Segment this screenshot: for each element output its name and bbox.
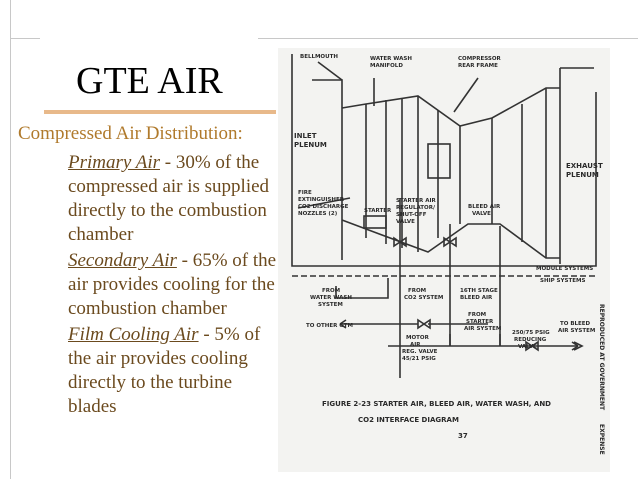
label-stage16-2: BLEED AIR [460,295,493,301]
stamp-text-1: REPRODUCED AT GOVERNMENT [598,304,605,411]
label-ship-systems: SHIP SYSTEMS [540,278,586,284]
starter-box [364,216,386,228]
label-fire-2: EXTINGUISHER [298,197,344,203]
label-starter-air-4: VALVE [396,219,415,225]
label-reducing-3: VALVE [518,344,537,350]
label-from-starter-3: AIR SYSTEM [464,326,502,332]
slide-frame-left [10,0,11,479]
label-to-bleed-2: AIR SYSTEM [558,328,596,334]
item-name: Secondary Air [68,250,177,271]
label-starter-air-1: STARTER AIR [396,198,436,204]
label-from-ww-3: SYSTEM [318,302,343,308]
item-text: - 30% of the compressed air is supplied directly to the combustion chamber [68,152,270,245]
diagram-caption-2: CO2 INTERFACE DIAGRAM [358,416,459,424]
label-motor-air-1: MOTOR [406,335,429,341]
label-starter: STARTER [364,208,392,214]
label-from-ww-2: WATER WASH [310,295,352,301]
label-exhaust-1: EXHAUST [566,162,603,170]
label-compressor-1: COMPRESSOR [458,56,501,62]
slide-frame-top-right [258,38,638,39]
label-bleed-valve-2: VALVE [472,211,491,217]
label-starter-air-3: SHUT-OFF [396,212,427,218]
label-motor-air-3: REG. VALVE [402,349,438,355]
slide-subtitle: Compressed Air Distribution: [18,123,243,144]
slide-title: GTE AIR [76,60,223,102]
diagram-page-number: 37 [458,432,468,440]
label-from-starter-2: STARTER [466,319,494,325]
item-name: Film Cooling Air [68,324,199,345]
label-water-wash-2: MANIFOLD [370,63,403,69]
module-frame [292,54,596,266]
label-bellmouth: BELLMOUTH [300,54,338,60]
label-motor-air-4: 45/21 PSIG [402,356,436,362]
label-stage16-1: 16TH STAGE [460,288,498,294]
list-item-film-cooling-air [68,323,278,419]
engine-bottom-profile [342,220,560,258]
compressor-pointer [454,78,478,112]
label-inlet-1: INLET [294,132,317,140]
item-text: - 65% of the air provides cooling for the combustion chamber [68,250,277,319]
item-name: Primary Air [68,152,161,173]
stamp-text-2: EXPENSE [598,424,605,455]
label-water-wash-1: WATER WASH [370,56,412,62]
label-module-systems: MODULE SYSTEMS [536,266,594,272]
label-from-starter-1: FROM [468,312,487,318]
label-fire-4: NOZZLES (2) [298,211,338,217]
diagram-caption-1: FIGURE 2-23 STARTER AIR, BLEED AIR, WATER WASH, AND [322,400,551,408]
label-fire-3: CO2 DISCHARGE [298,204,349,210]
label-reducing-1: 250/75 PSIG [512,330,550,336]
inlet-plenum [312,80,342,260]
label-to-bleed-1: TO BLEED [560,321,591,327]
label-starter-air-2: REGULATOR/ [396,205,435,211]
label-bleed-valve-1: BLEED AIR [468,204,501,210]
water-wash-line [318,62,374,106]
engine-air-diagram [278,48,610,472]
label-from-co2-2: CO2 SYSTEM [404,295,444,301]
label-exhaust-2: PLENUM [566,171,599,179]
label-from-ww-1: FROM [322,288,341,294]
bullet-list [68,151,278,419]
item-text: - 5% of the air provides cooling directly to the turbine blades [68,324,261,417]
label-compressor-2: REAR FRAME [458,63,498,69]
title-underline [44,110,276,114]
list-item-primary-air [68,151,278,247]
list-item-secondary-air [68,249,278,321]
label-reducing-2: REDUCING [514,337,547,343]
valves [394,238,582,350]
label-fire-1: FIRE [298,190,312,196]
slide-frame-top-left [10,38,40,39]
starter-regulator-box [428,144,450,178]
label-motor-air-2: AIR [410,342,421,348]
label-inlet-2: PLENUM [294,141,327,149]
label-from-co2-1: FROM [408,288,427,294]
label-to-other-gtm: TO OTHER GTM [306,323,353,329]
